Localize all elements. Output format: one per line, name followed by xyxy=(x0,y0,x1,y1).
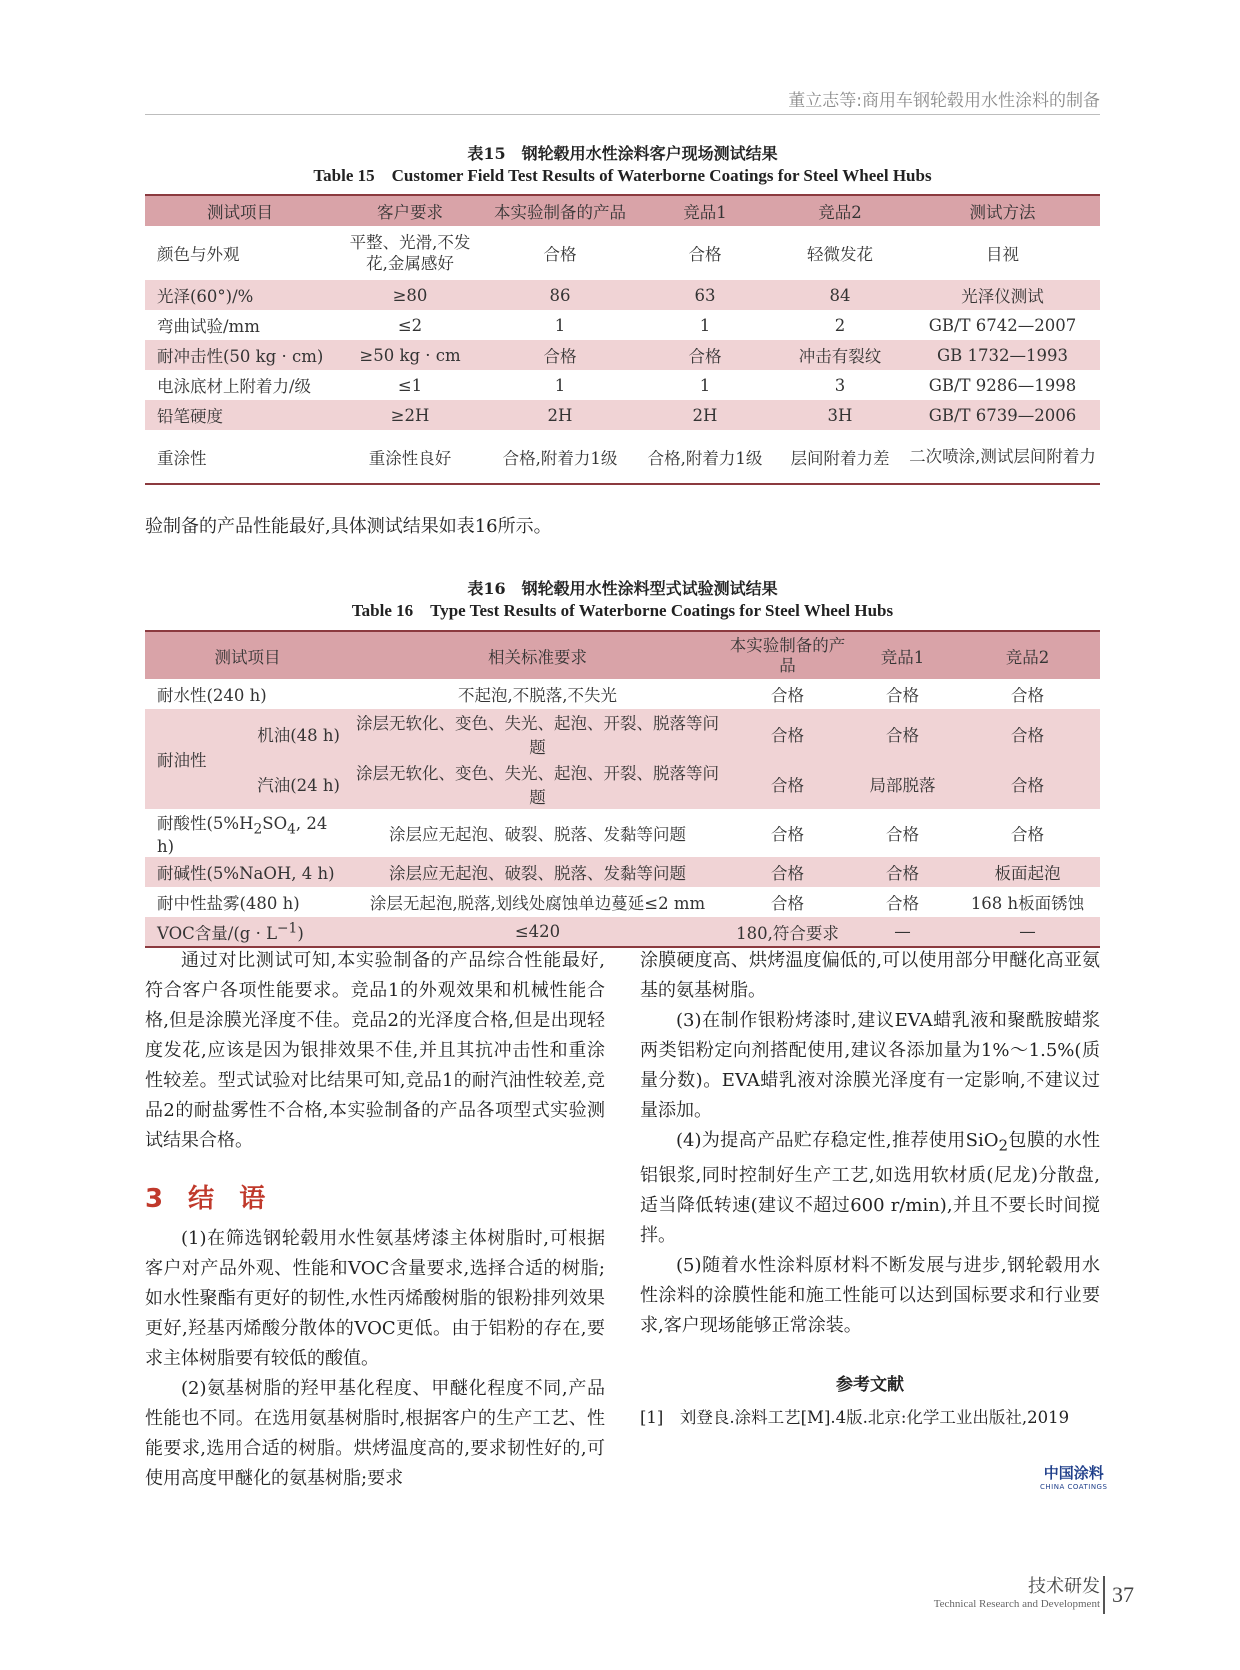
table-header: 本实验制备的产品 xyxy=(725,631,850,679)
table-cell: ≤420 xyxy=(350,917,725,947)
table-cell: 合格 xyxy=(850,857,955,887)
footer-section xyxy=(934,1572,1100,1610)
table-cell: 局部脱落 xyxy=(850,759,955,809)
table-cell: 重涂性 xyxy=(145,430,335,484)
section-heading: 3 结 语 xyxy=(145,1184,274,1214)
table-cell: 84 xyxy=(775,280,905,310)
page-number: 37 xyxy=(1112,1582,1134,1607)
paragraph: 涂膜硬度高、烘烤温度偏低的,可以使用部分甲醚化高亚氨基的氨基树脂。 xyxy=(640,950,1100,1001)
table-header: 竞品2 xyxy=(775,195,905,226)
paragraph: 通过对比测试可知,本实验制备的产品综合性能最好,符合客户各项性能要求。竞品1的外观效果和机械性能合格,但是涂膜光泽度不佳。竞品2的光泽度合格,但是出现轻度发花,应该是因为银排效果不佳,并且其抗冲击性和重涂性较差。型式试验对比结果可知,竞品1的耐汽油性较差,竞品2的耐盐雾性不合格,本实验制备的产品各项型式实验测试结果合格。 xyxy=(145,950,605,1151)
table-cell: 3 xyxy=(834,375,846,395)
table-cell: 2H xyxy=(485,400,635,430)
table-cell: 颜色与外观 xyxy=(157,245,240,264)
table-cell: 电泳底材上附着力/级 xyxy=(157,377,312,396)
table-cell: 168 h板面锈蚀 xyxy=(970,894,1085,914)
table16-caption-en: Table 16 Type Test Results of Waterborne Coatings for Steel Wheel Hubs xyxy=(351,601,894,620)
table-cell: — xyxy=(955,917,1100,947)
table16 xyxy=(145,630,1100,948)
table-cell: 合格 xyxy=(725,857,850,887)
logo-text-cn: 中国涂料 xyxy=(1043,1464,1104,1482)
table-cell: 合格 xyxy=(771,825,804,845)
paragraph: (1)在筛选钢轮毂用水性氨基烤漆主体树脂时,可根据客户对产品外观、性能和VOC含量要求,选择合适的树脂;如水性聚酯有更好的韧性,水性丙烯酸树脂的银粉排列效果更好,羟基丙烯酸分散体的VOC更低。由于铝粉的存在,要求主体树脂要有较低的酸值。 xyxy=(145,1228,605,1369)
cell-text: SO xyxy=(262,814,288,833)
table-cell: ≤1 xyxy=(397,375,423,395)
table-cell: GB 1732—1993 xyxy=(905,340,1100,370)
paragraph: (5)随着水性涂料原材料不断发展与进步,钢轮毂用水性涂料的涂膜性能和施工性能可以达到国标要求和行业要求,客户现场能够正常涂装。 xyxy=(640,1254,1100,1336)
table-cell: 合格 xyxy=(725,759,850,809)
table-header: 测试项目 xyxy=(145,195,335,226)
table-cell: 86 xyxy=(485,280,635,310)
table-cell: 冲击有裂纹 xyxy=(775,340,905,370)
table-row xyxy=(145,917,1100,947)
table-cell: 耐水性(240 h) xyxy=(157,686,267,705)
table-cell xyxy=(145,809,350,857)
table-cell: 耐油性 xyxy=(145,709,240,809)
table-cell: 合格 xyxy=(771,686,804,705)
table-cell: 合格 xyxy=(886,686,919,705)
superscript: −1 xyxy=(277,920,298,937)
footer-divider xyxy=(1103,1576,1105,1614)
table-cell: 1 xyxy=(699,375,711,395)
paragraph: (3)在制作银粉烤漆时,建议EVA蜡乳液和聚酰胺蜡浆两类铝粉定向剂搭配使用,建议各添加量为1%～1.5%(质量分数)。EVA蜡乳液对涂膜光泽度有一定影响,不建议过量添加。 xyxy=(640,1010,1100,1121)
footer-section-cn: 技术研发 xyxy=(1028,1576,1100,1597)
table-cell: 涂层无软化、变色、失光、起泡、开裂、脱落等问题 xyxy=(350,759,725,809)
table-cell: 涂层应无起泡、破裂、脱落、发黏等问题 xyxy=(389,825,686,845)
table-cell: ≥50 kg · cm xyxy=(335,340,485,370)
table-cell: 汽油(24 h) xyxy=(240,759,350,809)
table-cell: 涂层应无起泡、破裂、脱落、发黏等问题 xyxy=(350,857,725,887)
header-rule xyxy=(145,114,1100,115)
logo-text-en: CHINA COATINGS xyxy=(1040,1483,1108,1491)
cell-text: 耐酸性(5%H xyxy=(157,814,254,833)
table-cell: — xyxy=(850,917,955,947)
table-row xyxy=(145,857,1100,887)
table-cell: 耐碱性(5%NaOH, 4 h) xyxy=(145,857,350,887)
table-row xyxy=(145,679,1100,709)
table-cell: 合格,附着力1级 xyxy=(635,430,775,484)
table-cell: 耐冲击性(50 kg · cm) xyxy=(145,340,335,370)
table15 xyxy=(145,194,1100,485)
reference-item: [1] 刘登良.涂料工艺[M].4版.北京:化学工业出版社,2019 xyxy=(640,1408,1070,1427)
table-cell: 合格 xyxy=(850,709,955,759)
text-run: 包膜的水性铝银浆,同时控制好生产工艺,如选用软材质(尼龙)分散盘,适当降低转速(建议不超过600 r/min),并且不要长时间搅拌。 xyxy=(640,1130,1101,1246)
right-column xyxy=(640,946,1100,1341)
cell-text: ) xyxy=(297,923,304,943)
table-row xyxy=(145,430,1100,484)
references-title: 参考文献 xyxy=(836,1375,904,1395)
table-header: 竞品1 xyxy=(850,631,955,679)
table-row xyxy=(145,226,1100,280)
table-cell: 涂层无软化、变色、失光、起泡、开裂、脱落等问题 xyxy=(350,709,725,759)
table-cell: 合格 xyxy=(886,894,919,914)
china-coatings-logo xyxy=(1040,1462,1107,1491)
table16-caption xyxy=(145,578,1100,622)
table-header: 相关标准要求 xyxy=(350,631,725,679)
table-cell: 耐中性盐雾(480 h) xyxy=(157,894,300,914)
subscript: 4 xyxy=(287,821,296,838)
table15-caption-en: Table 15 Customer Field Test Results of Waterborne Coatings for Steel Wheel Hubs xyxy=(313,166,932,185)
table-row xyxy=(145,400,1100,430)
table-cell: 1 xyxy=(554,315,566,335)
table-row xyxy=(145,887,1100,917)
table-row xyxy=(145,709,1100,759)
table-cell: 合格 xyxy=(725,709,850,759)
table15-caption-cn: 表15 钢轮毂用水性涂料客户现场测试结果 xyxy=(467,144,778,163)
table-cell: 180,符合要求 xyxy=(725,917,850,947)
table-cell: 63 xyxy=(635,280,775,310)
table-cell: 合格 xyxy=(955,709,1100,759)
table-header: 客户要求 xyxy=(335,195,485,226)
table-cell: 2H xyxy=(635,400,775,430)
table-cell: 2 xyxy=(834,315,846,335)
cell-text: VOC含量/(g · L xyxy=(157,923,278,943)
left-column-bottom xyxy=(145,1224,605,1494)
table-row xyxy=(145,759,1100,809)
paragraph: (2)氨基树脂的羟甲基化程度、甲醚化程度不同,产品性能也不同。在选用氨基树脂时,根据客户的生产工艺、性能要求,选用合适的树脂。烘烤温度高的,要求韧性好的,可使用高度甲醚化的氨基树脂;要求 xyxy=(145,1378,605,1489)
table-cell: 机油(48 h) xyxy=(240,709,350,759)
footer-section-en: Technical Research and Development xyxy=(933,1598,1100,1610)
table-header: 竞品2 xyxy=(955,631,1100,679)
table-cell: 1 xyxy=(699,315,711,335)
table-header: 测试项目 xyxy=(145,631,350,679)
table-cell: 光泽(60°)/% xyxy=(145,280,335,310)
table-cell: ≤2 xyxy=(397,315,423,335)
table-cell: 重涂性良好 xyxy=(335,430,485,484)
table-cell: GB/T 6742—2007 xyxy=(928,315,1077,335)
table-header: 测试方法 xyxy=(905,195,1100,226)
table16-caption-cn: 表16 钢轮毂用水性涂料型式试验测试结果 xyxy=(467,579,778,598)
table-cell: 二次喷涂,测试层间附着力 xyxy=(905,430,1100,484)
left-column-top xyxy=(145,946,605,1156)
table-cell: 涂层无起泡,脱落,划线处腐蚀单边蔓延≤2 mm xyxy=(369,894,706,914)
table-cell: ≥80 xyxy=(335,280,485,310)
table-cell: 合格 xyxy=(771,894,804,914)
table-cell: 合格 xyxy=(688,245,722,264)
table-cell: 目视 xyxy=(986,245,1019,264)
table-cell: 不起泡,不脱落,不失光 xyxy=(458,686,617,705)
table-cell: 平整、光滑,不发花,金属感好 xyxy=(349,233,471,273)
table-row xyxy=(145,370,1100,400)
subscript: 2 xyxy=(253,821,263,838)
table-cell: GB/T 9286—1998 xyxy=(928,375,1077,395)
subscript: 2 xyxy=(998,1136,1009,1155)
table-cell: 3H xyxy=(775,400,905,430)
table-header: 竞品1 xyxy=(635,195,775,226)
table-cell: 合格 xyxy=(543,245,577,264)
table-cell: 合格 xyxy=(1011,825,1044,845)
text-run: (4)为提高产品贮存稳定性,推荐使用SiO xyxy=(676,1130,999,1151)
table15-caption xyxy=(145,143,1100,187)
table-row xyxy=(145,340,1100,370)
table-cell: 光泽仪测试 xyxy=(905,280,1100,310)
intro-line: 验制备的产品性能最好,具体测试结果如表16所示。 xyxy=(145,516,552,537)
cell-text: , 24 h) xyxy=(157,814,328,857)
table-cell: 铅笔硬度 xyxy=(145,400,335,430)
table-cell: 合格 xyxy=(485,340,635,370)
table-row xyxy=(145,280,1100,310)
table-header: 本实验制备的产品 xyxy=(485,195,635,226)
table-cell: 合格,附着力1级 xyxy=(485,430,635,484)
table16-header-row xyxy=(145,631,1100,679)
table-cell: 合格 xyxy=(955,759,1100,809)
table-cell: ≥2H xyxy=(335,400,485,430)
table-row xyxy=(145,310,1100,340)
table-cell xyxy=(145,917,350,947)
table-row xyxy=(145,809,1100,857)
table-cell: GB/T 6739—2006 xyxy=(905,400,1100,430)
table-cell: 合格 xyxy=(635,340,775,370)
running-header: 董立志等:商用车钢轮毂用水性涂料的制备 xyxy=(788,91,1100,111)
table-cell: 合格 xyxy=(1011,686,1044,705)
table-cell: 合格 xyxy=(886,825,919,845)
table-cell: 板面起泡 xyxy=(955,857,1100,887)
table15-header-row xyxy=(145,195,1100,226)
table-cell: 弯曲试验/mm xyxy=(157,317,260,336)
table-cell: 轻微发花 xyxy=(807,245,873,264)
table-cell: 层间附着力差 xyxy=(775,430,905,484)
paragraph xyxy=(640,1126,1100,1251)
table-cell: 1 xyxy=(554,375,566,395)
